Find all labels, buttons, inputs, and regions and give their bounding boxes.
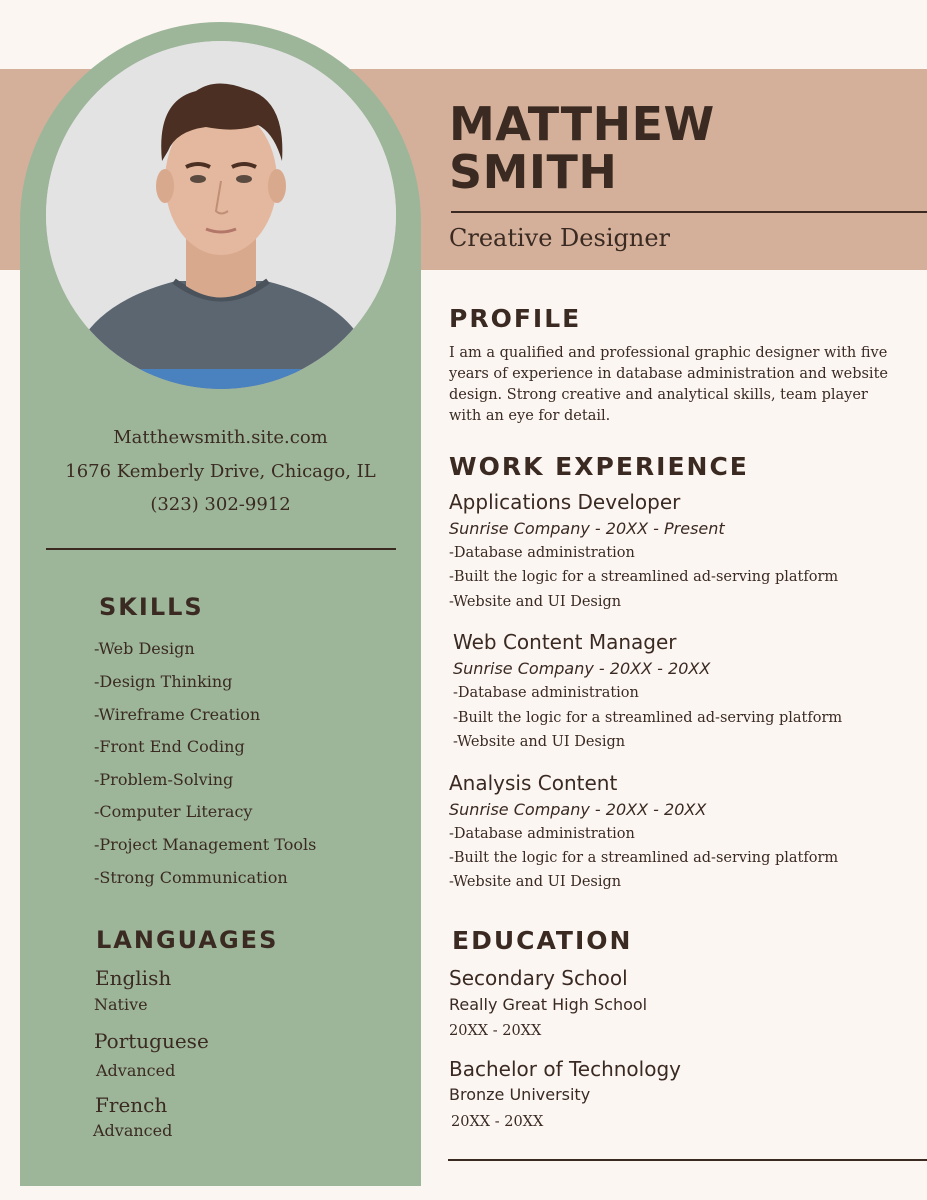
title-divider	[451, 211, 927, 213]
last-name: SMITH	[449, 145, 618, 199]
job-title: Creative Designer	[449, 224, 670, 252]
skills-heading: SKILLS	[99, 593, 204, 621]
profile-photo	[46, 41, 396, 389]
job-duty: -Website and UI Design	[449, 594, 622, 610]
job-duty: -Database administration	[453, 685, 639, 701]
skill-item: -Problem-Solving	[94, 770, 234, 789]
education-degree: Secondary School	[449, 966, 628, 990]
job-role: Analysis Content	[449, 771, 618, 795]
contact-phone: (323) 302-9912	[150, 494, 291, 515]
language-level: Advanced	[93, 1121, 173, 1140]
job-company: Sunrise Company - 20XX - 20XX	[449, 800, 707, 819]
education-heading: EDUCATION	[452, 926, 633, 955]
profile-text: I am a qualified and professional graphic designer with five years of experience in database administration and website design. Strong creative and analytical skills, team player with an eye for detail.	[449, 345, 888, 424]
language-name: Portuguese	[94, 1029, 209, 1053]
job-duty: -Website and UI Design	[453, 734, 626, 750]
language-name: English	[95, 966, 172, 990]
languages-heading: LANGUAGES	[96, 926, 279, 954]
education-years: 20XX - 20XX	[449, 1023, 542, 1039]
job-duty: -Built the logic for a streamlined ad-serving platform	[449, 569, 839, 585]
language-level: Advanced	[96, 1061, 176, 1080]
skill-item: -Design Thinking	[94, 672, 233, 691]
job-role: Web Content Manager	[453, 630, 677, 654]
profile-heading: PROFILE	[449, 304, 582, 333]
skill-item: -Wireframe Creation	[94, 705, 261, 724]
job-duty: -Database administration	[449, 545, 635, 561]
skill-item: -Front End Coding	[94, 737, 245, 756]
job-duty: -Database administration	[449, 826, 635, 842]
portrait-illustration	[46, 41, 396, 389]
first-name: MATTHEW	[449, 97, 715, 151]
job-company: Sunrise Company - 20XX - 20XX	[453, 659, 711, 678]
contact-address: 1676 Kemberly Drive, Chicago, IL	[65, 461, 376, 482]
job-company: Sunrise Company - 20XX - Present	[449, 519, 725, 538]
work-experience-heading: WORK EXPERIENCE	[449, 452, 749, 481]
bottom-divider	[448, 1159, 927, 1161]
job-duty: -Website and UI Design	[449, 874, 622, 890]
language-name: French	[95, 1093, 168, 1117]
skill-item: -Computer Literacy	[94, 802, 253, 821]
education-degree: Bachelor of Technology	[449, 1057, 681, 1081]
education-years: 20XX - 20XX	[451, 1114, 544, 1130]
skill-item: -Web Design	[94, 639, 195, 658]
job-duty: -Built the logic for a streamlined ad-serving platform	[453, 710, 843, 726]
skill-item: -Strong Communication	[94, 868, 288, 887]
sidebar-divider	[46, 548, 396, 550]
person-name	[449, 97, 715, 199]
education-school: Bronze University	[449, 1085, 591, 1104]
language-level: Native	[94, 995, 148, 1014]
skill-item: -Project Management Tools	[94, 835, 317, 854]
contact-website: Matthewsmith.site.com	[113, 427, 328, 448]
job-role: Applications Developer	[449, 490, 681, 514]
job-duty: -Built the logic for a streamlined ad-serving platform	[449, 850, 839, 866]
education-school: Really Great High School	[449, 995, 648, 1014]
